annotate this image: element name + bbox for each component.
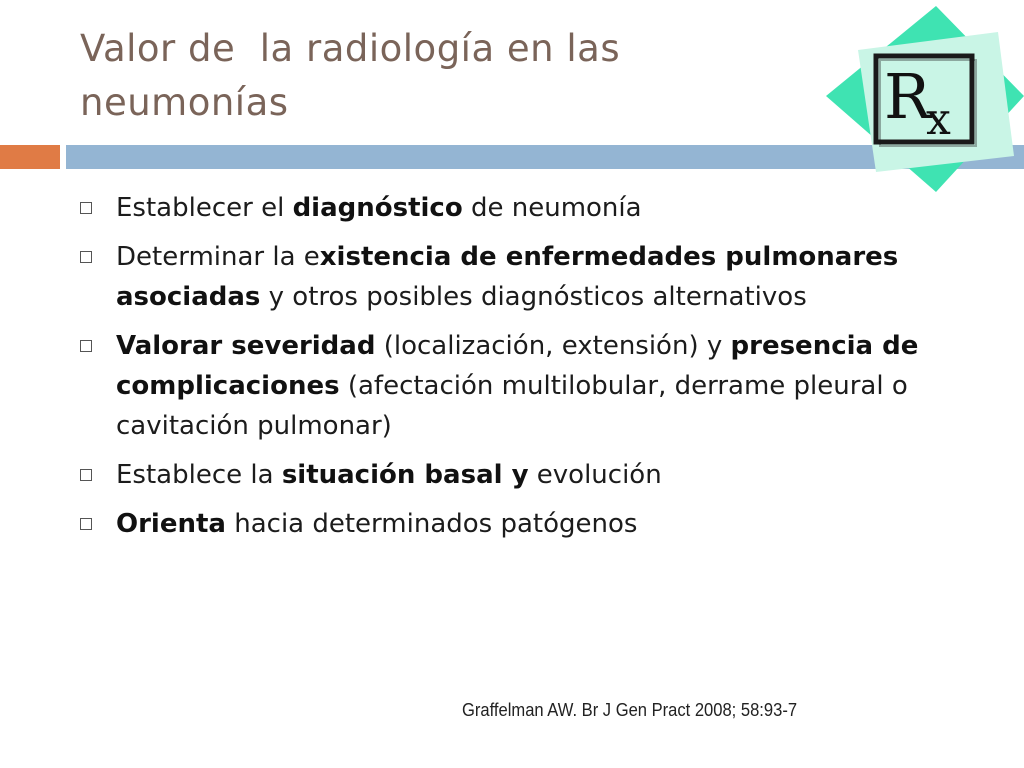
bullet-text: Establecer el [116,193,293,223]
bullet-item [80,455,980,495]
bullet-item [80,188,980,228]
bullet-text: de neumonía [462,193,642,223]
slide-title-line-2: neumonías [80,81,289,124]
bullet-text: hacia determinados patógenos [225,509,638,539]
bullet-item [80,237,980,317]
bullet-text-bold: presencia de complicaciones [116,331,919,401]
bullet-text: (afectación multilobular, derrame pleural o cavitación pulmonar) [116,371,908,441]
bullet-text-bold: situación basal y [281,460,529,490]
bullet-list [80,188,980,553]
slide-title [80,22,800,130]
square-bullet-icon [80,202,92,214]
bullet-text-bold: Orienta [116,509,226,539]
rx-logo-letter-x: x [926,94,951,145]
bullet-text: Determinar la e [116,242,320,272]
bullet-text: y otros posibles diagnósticos alternativos [260,282,807,312]
bullet-text: Establece la [116,460,282,490]
bullet-text-bold: xistencia de enfermedades pulmonares asociadas [116,242,899,312]
rx-logo-letter-r: R [884,60,931,133]
square-bullet-icon [80,340,92,352]
citation: Graffelman AW. Br J Gen Pract 2008; 58:93-7 [462,700,798,720]
rx-prescription-icon [824,4,1024,194]
bullet-item [80,504,980,544]
square-bullet-icon [80,251,92,263]
bullet-text: evolución [528,460,662,490]
bullet-text-bold: diagnóstico [292,193,463,223]
bullet-text-bold: Valorar severidad [116,331,376,361]
square-bullet-icon [80,518,92,530]
accent-bar-orange [0,145,60,169]
slide-title-line-1: Valor de la radiología en las [80,27,621,70]
bullet-text: (localización, extensión) y [375,331,731,361]
bullet-item [80,326,980,446]
square-bullet-icon [80,469,92,481]
